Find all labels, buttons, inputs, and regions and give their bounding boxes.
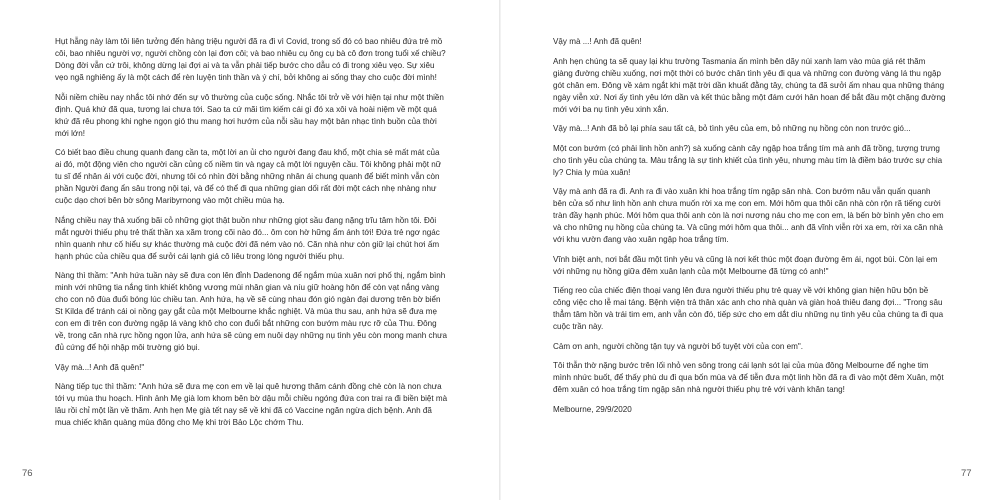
paragraph: Anh hẹn chúng ta sẽ quay lại khu trường Tasmania ấn mình bên dãy núi xanh lam vào mùa giá rét thăm giàng đường chiều xuống, nơi một thời có bước chân tình yêu đi qua và những con đường vàng lá thu ngập gót chân em. Đông về xám ngắt khi mặt trời dần khuất đằng tây, chúng ta đã sưởi ấm nhau qua những tháng ngày viễn xứ. Nơi ấy tình yêu lớn dần và kết thúc bằng một đám cưới hân hoan để bắt đầu một chặng đường mới với ba nụ tình yêu xinh xắn.	[553, 56, 946, 114]
paragraph: Nàng thì thầm: "Anh hứa tuần này sẽ đưa con lên đỉnh Dadenong để ngắm mùa xuân nơi phố thị, ngắm bình minh với những tia nắng tinh khiết không vương mùi nhân gian và níu giữ hoàng hôn để còn vạt nắng vàng cho con nô đùa đuổi bóng lúc chiều tan. Anh hứa, hạ về sẽ cùng nhau đón gió ngàn đại dương trên bờ biển St Kilda để tránh cái oi nồng gay gắt của một Melbourne khắc nghiệt. Và mùa thu sau, anh hứa sẽ đưa mẹ con em đi trên con đường ngập lá vàng khô cho con đuổi bắt những con bướm màu rực rỡ của Thu. Đông về, trong căn nhà rực hồng ngọn lửa, anh hứa sẽ cùng em nuôi dạy những nụ tình yêu còn mong manh chưa đủ cứng để hội nhập môi trường gió bụi.	[55, 271, 448, 352]
paragraph: Nỗi niềm chiều nay nhắc tôi nhớ đến sự vô thường của cuộc sống. Nhắc tôi trở về với hiện tại như một thiền định. Quá khứ đã qua, tương lai chưa tới. Sao ta cứ mãi tìm kiếm cái gì đó xa xôi và hoài niệm về một quá khứ đã rêu phong khi nghe ngọn gió thu mang hơi hướm của nỗi sầu hay một bản nhạc tình buồn của thời mới lớn!	[55, 92, 444, 138]
paragraph: Vĩnh biệt anh, nơi bắt đầu một tình yêu và cũng là nơi kết thúc một đoạn đường êm ái, ngọt bùi. Còn lại em với những nụ hồng giữa đêm xuân lạnh của một Melbourne đã từng có anh!"	[553, 254, 938, 276]
page-number: 77	[961, 468, 972, 479]
paragraph: Vậy mà ...! Anh đã quên!	[553, 37, 642, 46]
paragraph: Nắng chiều nay thả xuống bãi cỏ những giọt thật buồn như những giọt sầu đang nặng trĩu tâm hồn tôi. Đôi mắt người thiếu phụ trẻ thất thần xa xăm trong cõi nào đó... ôm con hờ hững ẩm ánh tới! Đứa trẻ ngơ ngác nhìn quanh như cố hiểu sự khác thường mà cuộc đời đã ném vào nó. Căn nhà như còn giữ lại chút hơi ấm hạnh phúc của chiều qua để sưởi cái lạnh giá cô liêu trong lòng người thiếu phụ.	[55, 215, 440, 261]
right-page	[500, 0, 1000, 500]
page-number: 76	[22, 468, 33, 479]
paragraph: Tiếng reo của chiếc điện thoại vang lên đưa người thiếu phụ trẻ quay về với không gian hiện hữu bộn bề công việc cho lễ mai táng. Bệnh viện trả thân xác anh cho nhà quàn và giàn hoả thiêu đang đợi... "Trong sâu thẳm tâm hồn và trái tim em, anh vẫn còn đó, tiếp sức cho em dắt dìu những nụ tình yêu của chúng ta đi qua cuộc trần này.	[553, 286, 944, 331]
paragraph: Có biết bao điều chung quanh đang cần ta, một lời an ủi cho người đang đau khổ, một chia sẻ mất mát của ai đó, một động viên cho người cần củng cố niềm tin và ngay cả một lời nguyện cầu. Tôi không phải một nữ tu sĩ để nhân ái với cuộc đời, nhưng tôi có nhìn đời bằng những nhân ái chung quanh để biết mình vẫn còn phần Người đang ẩn sâu trong nội tại, và để có thể đi qua những gian dối rất đời một cách nhẹ nhàng như cuộc dạo chơi bên bờ sông Maribyrnong vào một chiều mùa hạ.	[55, 148, 442, 205]
signature-line: Melbourne, 29/9/2020	[553, 404, 632, 414]
paragraph: Tôi thẫn thờ nặng bước trên lối nhỏ ven sông trong cái lạnh sót lại của mùa đông Melbourne để nghe tim mình nhức buốt, để thấy phù du đi qua bốn mùa và để tiễn đưa một linh hồn đã ra đi vào một đêm Xuân, một đêm xuân có hoa trắng tím ngập sân nhà người thiếu phụ trẻ với vành khăn tang!	[553, 361, 944, 394]
left-page-text	[55, 36, 448, 437]
paragraph: Vậy mà...! Anh đã quên!"	[55, 362, 145, 372]
paragraph: Hụt hẫng này làm tôi liên tưởng đến hàng triệu người đã ra đi vì Covid, trong số đó có bao nhiêu đứa trẻ mồ côi, bao nhiêu người vợ, người chồng còn lại đơn côi; và bao nhiêu cụ ông cụ bà cô đơn trong tuổi xế chiều? Dòng đời vẫn cứ trôi, không dừng lại đợi ai và ta vẫn phải tiếp bước cho dẫu có đi trong xiêu vẹo. Sự xiêu vẹo ngã nghiêng ấy là một cách để rèn luyện tinh thần và ý chí, bởi không ai sống thay cho cuộc đời mình!	[55, 37, 446, 82]
paragraph: Nàng tiếp tục thì thầm: "Anh hứa sẽ đưa mẹ con em về lại quê hương thăm cánh đồng chè còn là non chưa tới vụ mùa thu hoạch. Hình ảnh Mẹ già lom khom bên bờ dậu mỗi chiều ngóng đứa con trai ra đi biền biệt mà lâu rồi chỉ một lần về thăm. Anh hẹn Mẹ già tết nay sẽ về khi đã có Vaccine ngăn ngừa dịch bệnh. Anh đã mua chiếc khăn quàng mùa đông cho Mẹ khi trời Bảo Lộc chớm Thu.	[55, 382, 448, 427]
right-page-text	[553, 36, 946, 423]
paragraph: Một con bướm (có phải linh hồn anh?) sà xuống cành cây ngập hoa trắng tím mà anh đã trồng, tượng trưng cho tình yêu của chúng ta. Màu trắng là sự tinh khiết của tình yêu, nhưng màu tím là điềm báo trước sự chia ly? Chia ly mùa xuân!	[553, 143, 943, 177]
paragraph: Vậy mà anh đã ra đi. Anh ra đi vào xuân khi hoa trắng tím ngập sân nhà. Con bướm nâu vẫn quấn quanh bên cửa số như linh hồn anh chưa muốn rời xa mẹ con em. Mới hôm qua thôi căn nhà còn rộn rã tiếng cười tràn đầy hạnh phúc. Mới hôm qua thôi anh còn là nơi nương náu cho mẹ con em, là bến bờ bình yên cho em và cho những nụ hồng của chúng ta. Và cũng mới hôm qua thôi... anh đã vĩnh viễn rời xa em, rời xa căn nhà với khu vườn đang vào xuân ngập hoa trắng tím.	[553, 187, 944, 244]
paragraph: Vậy mà...! Anh đã bỏ lại phía sau tất cả, bỏ tình yêu của em, bỏ những nụ hồng còn non trước gió...	[553, 124, 911, 133]
paragraph: Cảm ơn anh, người chồng tận tụy và người bố tuyệt vời của con em".	[553, 341, 804, 351]
